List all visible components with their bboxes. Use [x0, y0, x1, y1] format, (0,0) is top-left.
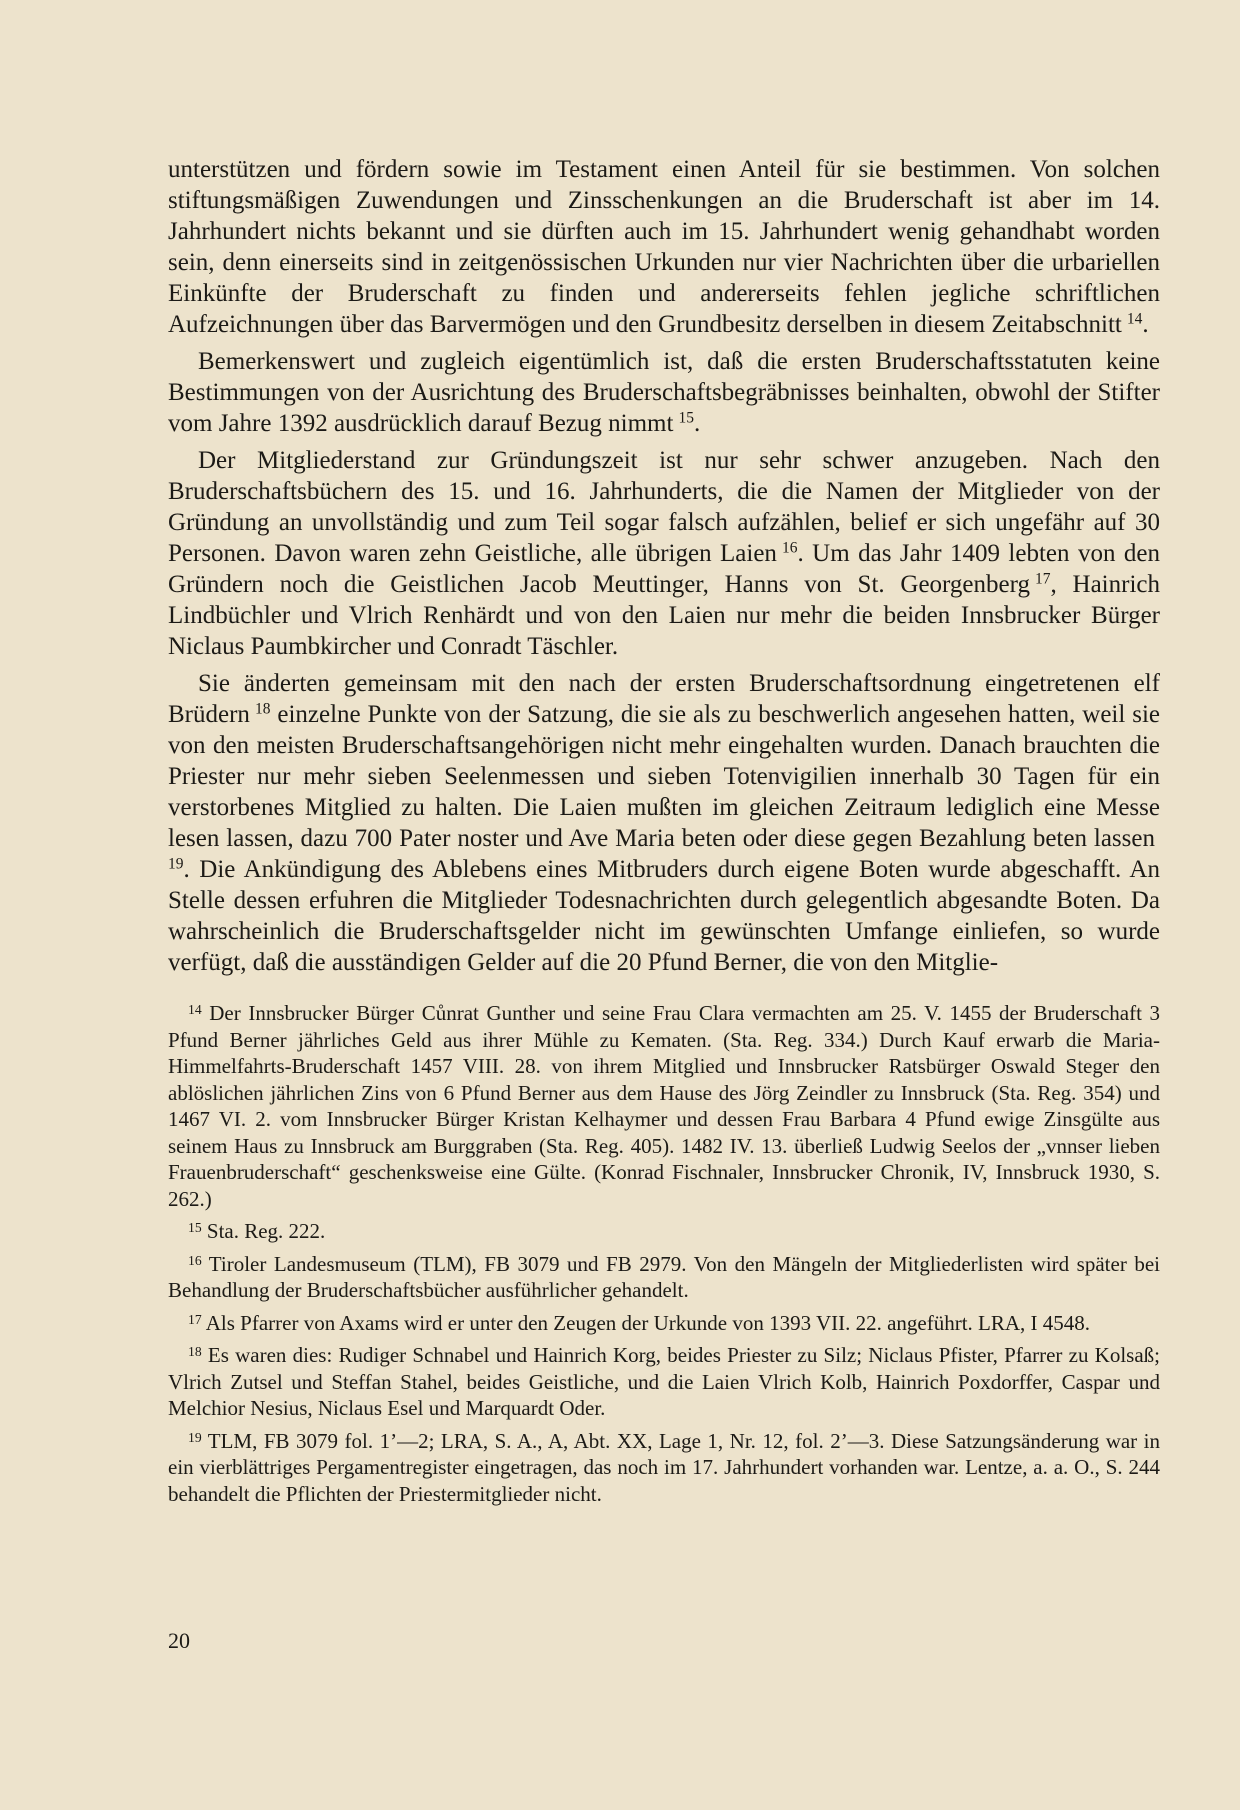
footnote-ref-16: 16	[781, 539, 798, 557]
page-number: 20	[168, 1628, 190, 1653]
footnote-ref-19: 19	[168, 855, 184, 873]
punctuation: .	[1142, 311, 1149, 338]
main-text	[168, 154, 1160, 978]
paragraph-text: Sie änderten gemeinsam mit den nach der ersten Bruderschaftsordnung eingetretenen elf Brüdern	[168, 670, 1160, 728]
footnote-number: 16	[188, 1252, 202, 1268]
footnote-16	[168, 1251, 1160, 1304]
footnote-number: 15	[188, 1219, 202, 1235]
footnote-number: 17	[188, 1311, 202, 1327]
paragraph-text: einzelne Punkte von der Satzung, die sie als zu beschwerlich angesehen hatten, weil sie von den meisten Bruderschaftsangehörigen nicht mehr eingehalten wurden. Danach brauchten die Priester nur mehr sieben Seelenmessen und sieben Totenvigilien innerhalb 30 Tagen für ein verstorbenes Mitglied zu halten. Die Laien mußten im gleichen Zeitraum lediglich eine Messe lesen lassen, dazu 700 Pater noster und Ave Maria beten oder diese gegen Bezahlung beten lassen	[168, 701, 1161, 852]
footnote-text: Es waren dies: Rudiger Schnabel und Hainrich Korg, beides Priester zu Silz; Niclaus Pfister, Pfarrer zu Kolsaß; Vlrich Zutsel und Steffan Stahel, beides Geistliche, und die Laien Vlrich Kolb, Hainrich Poxdorffer, Caspar und Melchior Nesius, Niclaus Esel und Marquardt Oder.	[168, 1343, 1161, 1420]
paragraph-text: . Die Ankündigung des Ablebens eines Mitbruders durch eigene Boten wurde abgeschafft. An Stelle dessen erfuhren die Mitglieder Todesnachrichten durch gelegentlich abgesandte Boten. Da wahrscheinlich die Bruderschaftsgelder nicht im gewünschten Umfange einliefen, so wurde verfügt, daß die ausständigen Gelder auf die 20 Pfund Berner, die von den Mitglie-	[168, 856, 1160, 976]
paragraph-1	[168, 154, 1160, 340]
footnote-text: TLM, FB 3079 fol. 1’—2; LRA, S. A., A, Abt. XX, Lage 1, Nr. 12, fol. 2’—3. Diese Satzungsänderung war in ein vierblättriges Pergamentregister eingetragen, das noch im 17. Jahrhundert vorhanden war. Lentze, a. a. O., S. 244 behandelt die Pflichten der Priestermitglieder nicht.	[168, 1428, 1161, 1506]
footnote-number: 14	[188, 1001, 202, 1017]
footnote-text: Der Innsbrucker Bürger Cůnrat Gunther und seine Frau Clara vermachten am 25. V. 1455 der Bruderschaft 3 Pfund Berner jährliches Geld aus ihrer Mühle zu Kematen. (Sta. Reg. 334.) Durch Kauf erwarb die Maria-Himmelfahrts-Bruderschaft 1457 VIII. 28. von ihrem Mitglied und Innsbrucker Ratsbürger Oswald Steger den ablöslichen jährlichen Zins von 6 Pfund Berner aus dem Hause des Jörg Zeindler zu Innsbruck (Sta. Reg. 354) und 1467 VI. 2. vom Innsbrucker Bürger Kristan Kelhaymer und dessen Frau Barbara 4 Pfund ewige Zinsgülte aus seinem Haus zu Innsbruck am Burggraben (Sta. Reg. 405). 1482 IV. 13. überließ Ludwig Seelos der „vnnser lieben Frauenbruderschaft“ geschenksweise eine Gülte. (Konrad Fischnaler, Innsbrucker Chronik, IV, Innsbruck 1930, S. 262.)	[168, 1001, 1161, 1211]
footnote-19	[168, 1428, 1160, 1508]
paragraph-text: unterstützen und fördern sowie im Testament einen Anteil für sie bestimmen. Von solchen stiftungsmäßigen Zuwendungen und Zinsschenkungen an die Bruderschaft ist aber im 14. Jahrhundert nichts bekannt und sie dürften auch im 15. Jahrhundert wenig gehandhabt worden sein, denn einerseits sind in zeitgenössischen Urkunden nur vier Nachrichten über die urbariellen Einkünfte der Bruderschaft zu finden und andererseits fehlen jegliche schriftlichen Aufzeichnungen über das Barvermögen und den Grundbesitz derselben in diesem Zeitabschnitt	[168, 156, 1160, 338]
paragraph-text: . Um das Jahr 1409 lebten von den Gründern noch die Geistlichen Jacob Meuttinger, Hanns von St. Georgenberg	[168, 540, 1161, 598]
footnote-17	[168, 1310, 1160, 1337]
footnote-number: 18	[188, 1343, 202, 1359]
paragraph-3	[168, 445, 1160, 662]
footnote-ref-17: 17	[1035, 570, 1051, 588]
footnote-number: 19	[188, 1429, 202, 1445]
footnote-14	[168, 1000, 1160, 1212]
footnote-15	[168, 1218, 1160, 1245]
footnote-text: Sta. Reg. 222.	[206, 1219, 326, 1243]
paragraph-text: Bemerkenswert und zugleich eigentümlich ist, daß die ersten Bruderschaftsstatuten keine Bestimmungen von der Ausrichtung des Bruderschaftsbegräbnisses beinhalten, obwohl der Stifter vom Jahre 1392 ausdrücklich darauf Bezug nimmt	[168, 348, 1160, 437]
paragraph-text: Der Mitgliederstand zur Gründungszeit ist nur sehr schwer anzugeben. Nach den Bruderschaftsbüchern des 15. und 16. Jahrhunderts, die die Namen der Mitglieder von der Gründung an unvollständig und zum Teil sogar falsch aufzählen, belief er sich ungefähr auf 30 Personen. Davon waren zehn Geistliche, alle übrigen Laien	[168, 447, 1160, 567]
paragraph-2	[168, 346, 1160, 439]
footnote-text: Tiroler Landesmuseum (TLM), FB 3079 und FB 2979. Von den Mängeln der Mitgliederlisten wird später bei Behandlung der Bruderschaftsbücher ausführlicher gehandelt.	[168, 1251, 1160, 1302]
footnotes	[168, 1000, 1160, 1507]
paragraph-text: , Hainrich Lindbüchler und Vlrich Renhärdt und von den Laien nur mehr die beiden Innsbrucker Bürger Niclaus Paumbkircher und Conradt Täschler.	[168, 571, 1160, 660]
footnote-ref-18: 18	[254, 700, 271, 718]
punctuation: .	[693, 410, 701, 437]
footnote-18	[168, 1342, 1160, 1422]
footnote-ref-14: 14	[1126, 310, 1143, 328]
page-content	[168, 154, 1160, 1513]
footnote-ref-15: 15	[678, 409, 694, 427]
footnote-text: Als Pfarrer von Axams wird er unter den Zeugen der Urkunde von 1393 VII. 22. angeführt. LRA, I 4548.	[205, 1310, 1091, 1335]
paragraph-4	[168, 668, 1160, 978]
